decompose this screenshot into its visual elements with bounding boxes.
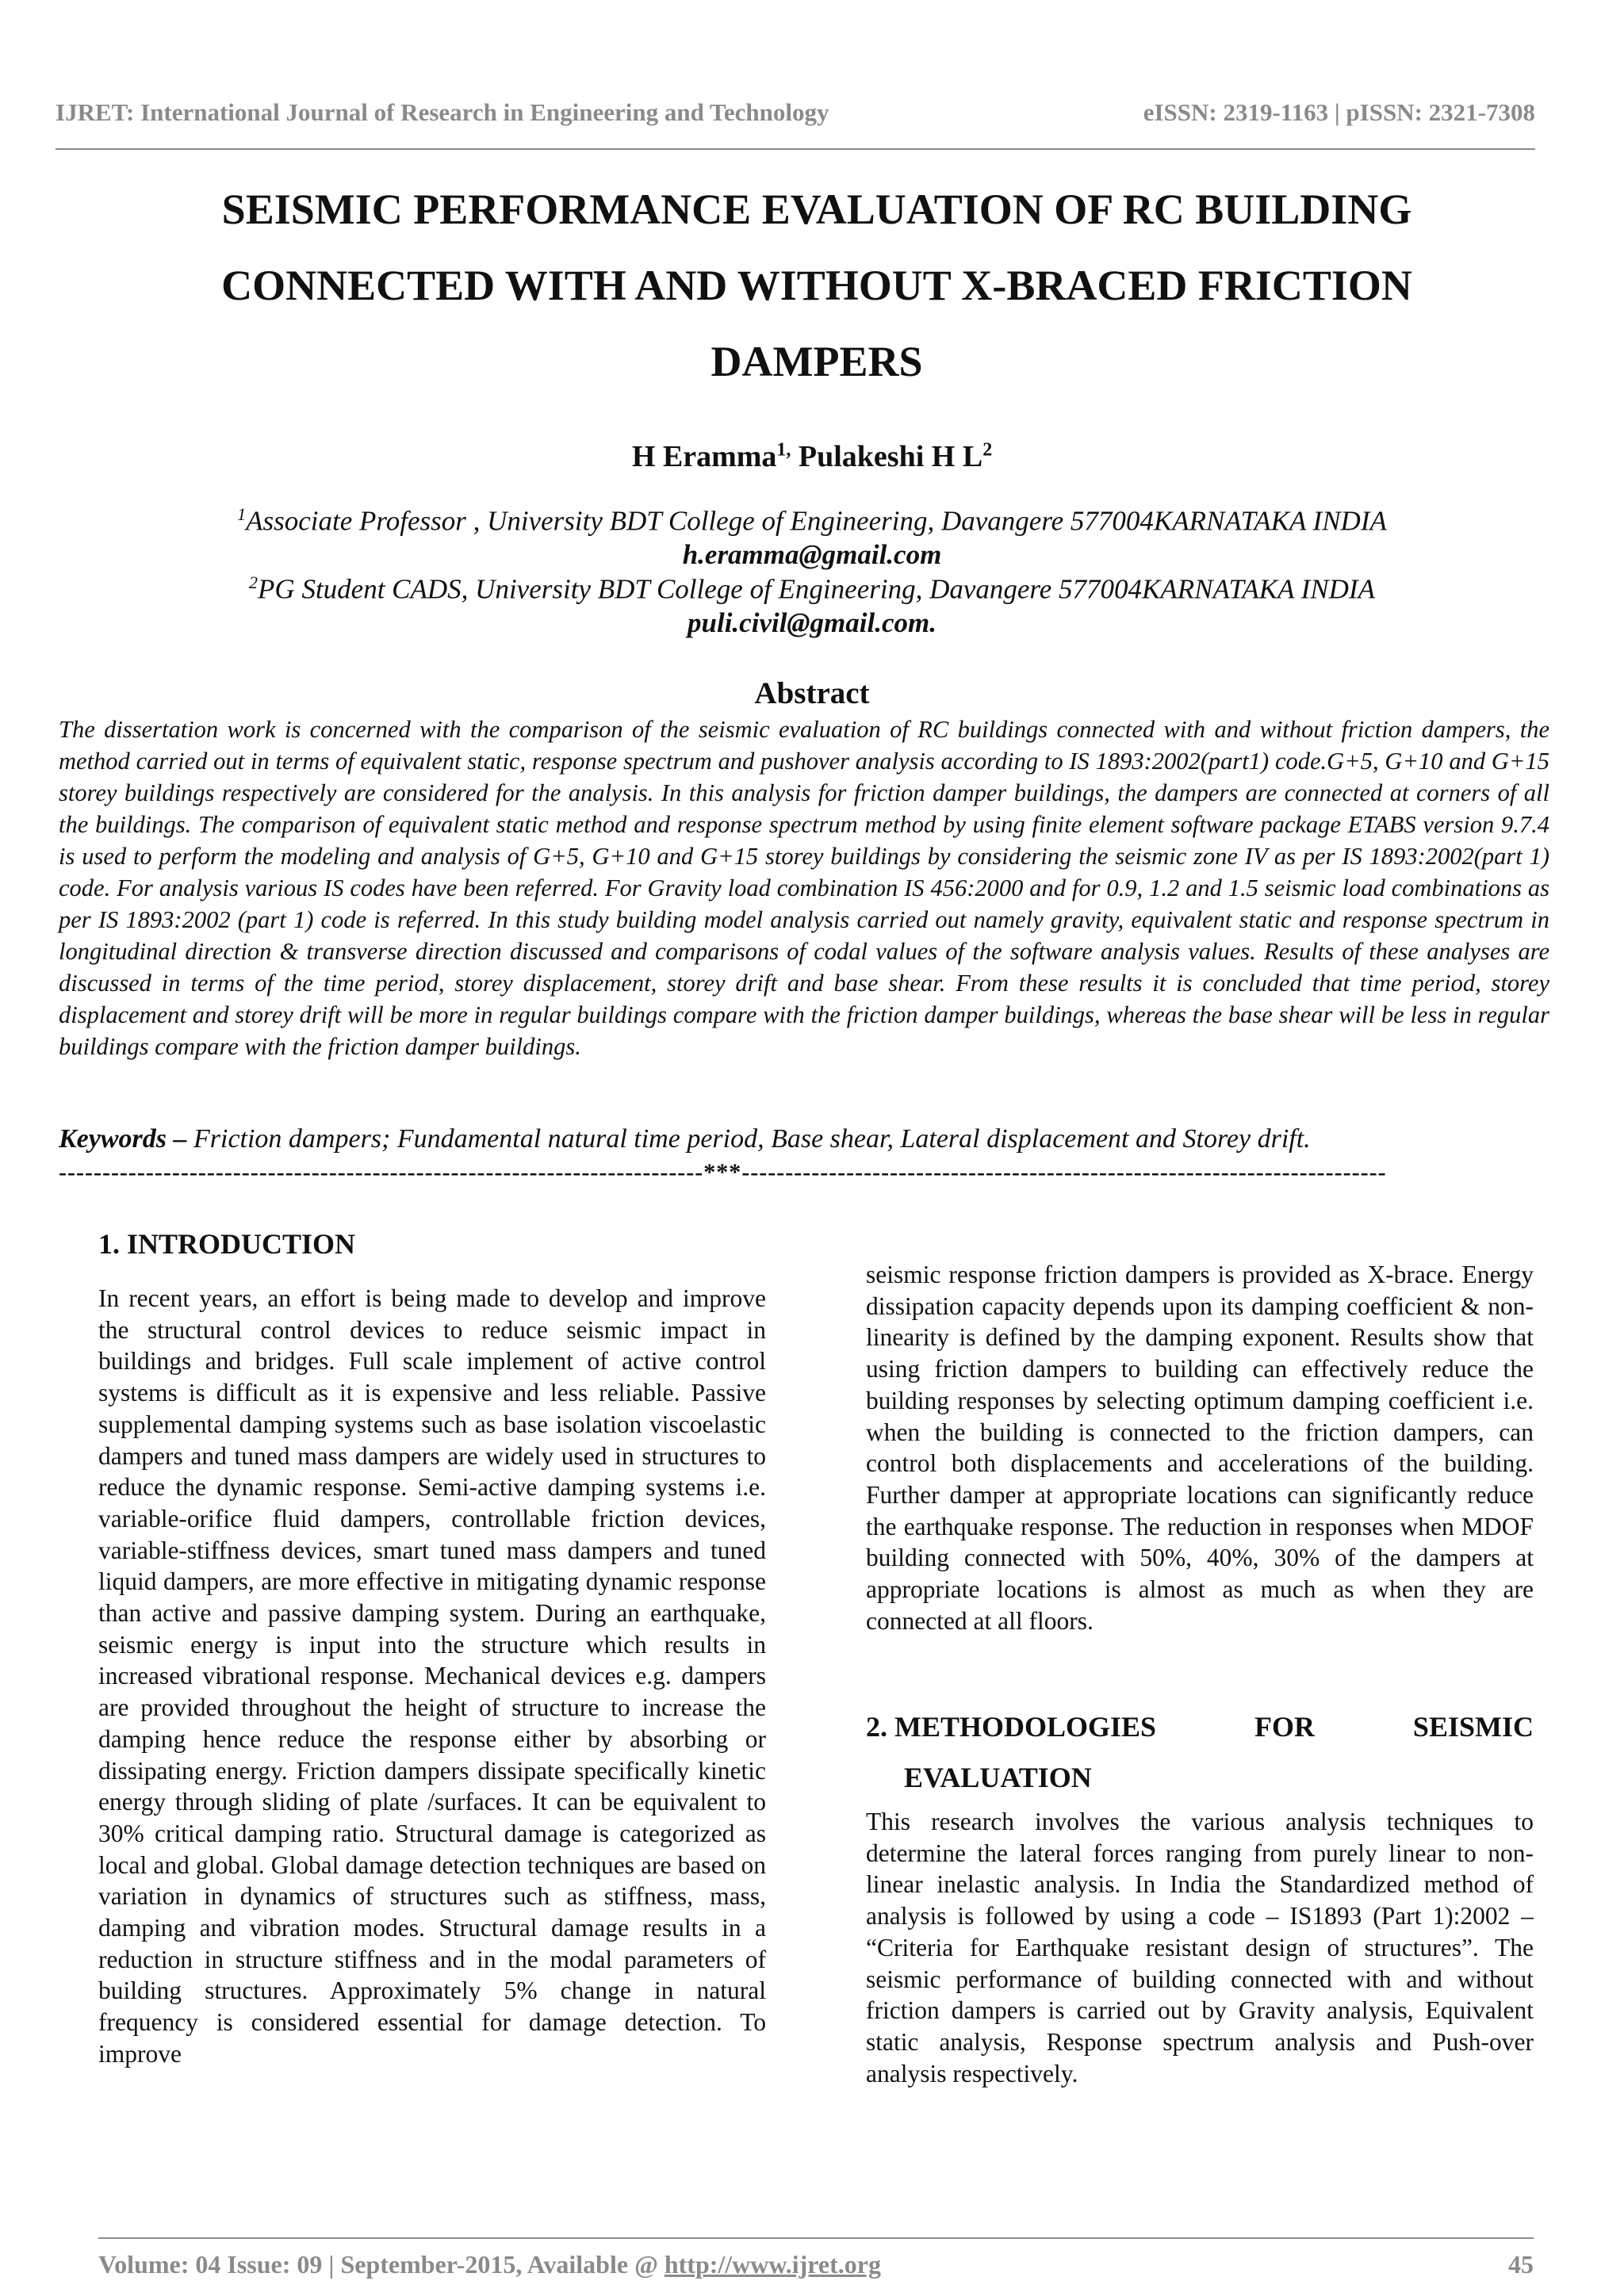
- page-footer: [98, 2250, 1534, 2279]
- heading-word: SEISMIC: [1412, 1711, 1534, 1743]
- section-heading-introduction: 1. INTRODUCTION: [98, 1228, 356, 1260]
- issn-info: eISSN: 2319-1163 | pISSN: 2321-7308: [1143, 98, 1535, 126]
- header-rule: [56, 148, 1535, 150]
- author-superscript: 1,: [776, 439, 791, 461]
- author-line: [0, 439, 1624, 474]
- introduction-right-column: seismic response friction dampers is provided as X-brace. Energy dissipation capacity depends upon its damping coefficient & non-linearity is defined by the damping exponent. Results show that using friction dampers to building can effectively reduce the building responses by selecting optimum damping coefficient i.e. when the building is connected to the friction dampers, can control both displacements and accelerations of the building. Further damper at appropriate locations can significantly reduce the earthquake response. The reduction in responses when MDOF building connected with 50%, 40%, 30% of the dampers at appropriate locations is almost as much as when they are connected at all floors.: [866, 1261, 1534, 1635]
- author-name: H Eramma: [631, 440, 777, 473]
- footer-rule: [98, 2237, 1534, 2239]
- title-line: CONNECTED WITH AND WITHOUT X-BRACED FRICTION: [221, 262, 1412, 309]
- affiliation-2: [0, 572, 1624, 606]
- introduction-left-column: In recent years, an effort is being made to develop and improve the structural control devices to reduce seismic impact in buildings and bridges. Full scale implement of active control systems is difficult as it is expensive and less reliable. Passive supplemental damping systems such as base isolation viscoelastic dampers and tuned mass dampers are widely used in structures to reduce the dynamic response. Semi-active damping systems i.e. variable-orifice fluid dampers, controllable friction devices, variable-stiffness devices, smart tuned mass dampers and tuned liquid dampers, are more effective in mitigating dynamic response than active and passive damping system. During an earthquake, seismic energy is input into the structure which results in increased vibrational response. Mechanical devices e.g. dampers are provided throughout the height of structure to increase the damping hence reduce the response either by absorbing or dissipating energy. Friction dampers dissipate specifically kinetic energy through sliding of plate /surfaces. It can be equivalent to 30% critical damping ratio. Structural damage is categorized as local and global. Global damage detection techniques are based on variation in dynamics of structures such as stiffness, mass, damping and vibration modes. Structural damage results in a reduction in structure stiffness and in the modal parameters of building structures. Approximately 5% change in natural frequency is considered essential for damage detection. To improve: [98, 1284, 766, 2068]
- keywords-text: Friction dampers; Fundamental natural time period, Base shear, Lateral displacement and Storey drift.: [186, 1124, 1311, 1154]
- keywords-label: Keywords –: [59, 1124, 187, 1154]
- abstract-heading: Abstract: [754, 676, 870, 710]
- footer-volume: [98, 2250, 881, 2279]
- author-email-2[interactable]: puli.civil@gmail.com.: [688, 607, 936, 638]
- title-line: DAMPERS: [710, 338, 923, 385]
- affiliation-marker: 1: [237, 504, 247, 524]
- abstract-text: The dissertation work is concerned with the comparison of the seismic evaluation of RC buildings connected with and without friction dampers, the method carried out in terms of equivalent static, response spectrum and pushover analysis according to IS 1893:2002(part1) code.G+5, G+10 and G+15 storey buildings respectively are considered for the analysis. In this analysis for friction damper buildings, the dampers are connected at corners of all the buildings. The comparison of equivalent static method and response spectrum method by using finite element software package ETABS version 9.7.4 is used to perform the modeling and analysis of G+5, G+10 and G+15 storey buildings by considering the seismic zone IV as per IS 1893:2002(part 1) code. For analysis various IS codes have been referred. For Gravity load combination IS 456:2000 and for 0.9, 1.2 and 1.5 seismic load combinations as per IS 1893:2002 (part 1) code is referred. In this study building model analysis carried out namely gravity, equivalent static and response spectrum in longitudinal direction & transverse direction discussed and comparisons of codal values of the software analysis values. Results of these analyses are discussed in terms of the time period, storey displacement, storey drift and base shear. From these results it is concluded that time period, storey displacement and storey drift will be more in regular buildings compare with the friction damper buildings, whereas the base shear will be less in regular buildings compare with the friction damper buildings.: [59, 716, 1549, 1060]
- author-superscript: 2: [982, 439, 993, 461]
- section-heading-methodologies: [866, 1701, 1534, 1803]
- affiliation-text: Associate Professor , University BDT College of Engineering, Davangere 577004KARNATAKA INDIA: [246, 505, 1387, 537]
- author-name: Pulakeshi H L: [791, 440, 983, 473]
- affiliation-marker: 2: [249, 572, 259, 592]
- title-line: SEISMIC PERFORMANCE EVALUATION OF RC BUILDING: [221, 186, 1412, 233]
- footer-volume-text: Volume: 04 Issue: 09 | September-2015, Available @: [98, 2250, 665, 2279]
- journal-name: IJRET: International Journal of Research in Engineering and Technology: [56, 98, 829, 126]
- heading-word: 2. METHODOLOGIES: [866, 1711, 1157, 1743]
- affiliation-text: PG Student CADS, University BDT College of Engineering, Davangere 577004KARNATAKA INDIA: [258, 573, 1375, 605]
- methodologies-text: This research involves the various analysis techniques to determine the lateral forces ranging from purely linear to non-linear inelastic analysis. In India the Standardized method of analysis is followed by using a code – IS1893 (Part 1):2002 – “Criteria for Earthquake resistant design of structures”. The seismic performance of building connected with and without friction dampers is carried out by Gravity analysis, Equivalent static analysis, Response spectrum analysis and Push-over analysis respectively.: [866, 1808, 1534, 2087]
- author-email-1[interactable]: h.eramma@gmail.com: [682, 539, 942, 570]
- journal-link[interactable]: http://www.ijret.org: [664, 2250, 881, 2279]
- page-number: 45: [1508, 2250, 1534, 2279]
- affiliation-1: [0, 504, 1624, 538]
- paper-title: [95, 171, 1538, 400]
- keywords: [59, 1124, 1549, 1154]
- running-header: [56, 98, 1535, 127]
- heading-line-2: EVALUATION: [904, 1762, 1092, 1793]
- heading-word: FOR: [1254, 1711, 1315, 1743]
- section-divider: --------------------------------------------------------------------------***--------------------------------------------------------------------------: [59, 1159, 1387, 1185]
